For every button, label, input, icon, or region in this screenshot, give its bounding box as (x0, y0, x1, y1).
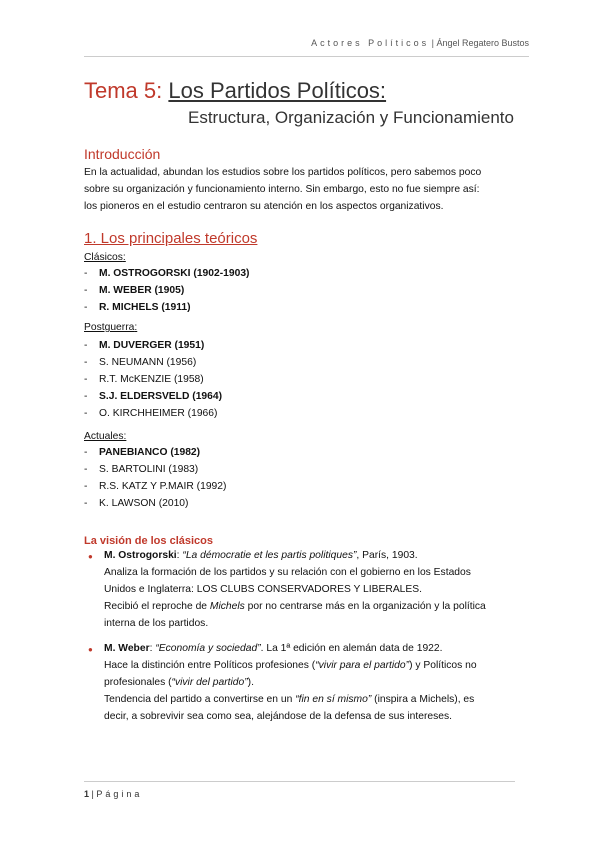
ostrogorski-block: M. Ostrogorski: “La démocratie et les partis politiques”, París, 1903. Analiza la formación de los partidos y su relación con el gobierno en los Estados Unidos e Inglaterra: LOS CLUBS CONSERVADORES Y LIBERALES. Recibió el reproche de Michels por no centrarse más en la organización y la política interna de los partidos. (104, 550, 486, 629)
list-item: - O. KIRCHHEIMER (1966) (84, 408, 218, 419)
list-item: - M. WEBER (1905) (84, 285, 185, 296)
group-label-text: Actuales (84, 431, 124, 442)
list-item: - R. MICHELS (1911) (84, 302, 191, 313)
intro-paragraph (84, 164, 524, 215)
group-label-text: Postguerra (84, 322, 135, 333)
weber-block: M. Weber: “Economía y sociedad”. La 1ª edición en alemán data de 1922. Hace la distinción entre Políticos profesiones (“vivir para el partido”) y Políticos no profesionales (“vivir del partido”). Tendencia del partido a convertirse en un “fin en sí mismo” (inspira a Michels), es decir, a sobrevivir sea como sea, alejándose de la defensa de sus intereses. (104, 643, 477, 722)
intro-line: En la actualidad, abundan los estudios sobre los partidos políticos, pero sabemos poco (84, 167, 482, 178)
section1-heading-text: 1. Los principales teóricos (84, 230, 258, 247)
intro-line: los pioneros en el estudio centraron su atención en los aspectos organizativos. (84, 201, 444, 212)
page-subtitle: Estructura, Organización y Funcionamiento (188, 108, 514, 127)
section1-heading (84, 230, 257, 247)
actuales-list (84, 444, 226, 512)
list-item: - PANEBIANCO (1982) (84, 447, 201, 458)
list-item: - S. NEUMANN (1956) (84, 357, 197, 368)
bullet-icon: ● (88, 645, 93, 654)
list-item: - M. DUVERGER (1951) (84, 340, 205, 351)
footer-separator: | (89, 789, 97, 799)
group-label-text: Clásicos (84, 252, 123, 263)
intro-line: sobre su organización y funcionamiento interno. Sin embargo, esto no fue siempre así: (84, 184, 480, 195)
group-label-postguerra: Postguerra: (84, 322, 138, 333)
list-item: - K. LAWSON (2010) (84, 498, 189, 509)
page-title (84, 78, 386, 104)
header-divider (84, 56, 529, 57)
list-item: - R.T. McKENZIE (1958) (84, 374, 204, 385)
page-header (311, 38, 529, 48)
page-footer (84, 789, 142, 799)
title-tema: Tema 5: (84, 78, 163, 103)
intro-heading: Introducción (84, 146, 161, 162)
header-separator: | (429, 38, 437, 48)
group-label-actuales: Actuales: (84, 431, 127, 442)
vision-heading: La visión de los clásicos (84, 535, 213, 547)
header-brand: Actores Políticos (311, 38, 430, 48)
footer-divider (84, 781, 515, 782)
title-main: Los Partidos Políticos: (168, 78, 387, 103)
list-item: - R.S. KATZ Y P.MAIR (1992) (84, 481, 227, 492)
postguerra-list (84, 337, 222, 422)
list-item: - S.J. ELDERSVELD (1964) (84, 391, 223, 402)
footer-label: Página (96, 789, 143, 799)
clasicos-list (84, 265, 250, 316)
page-number: 1 (84, 789, 90, 799)
list-item: - M. OSTROGORSKI (1902-1903) (84, 268, 250, 279)
list-item: - S. BARTOLINI (1983) (84, 464, 199, 475)
group-label-clasicos: Clásicos: (84, 252, 126, 263)
header-author: Ángel Regatero Bustos (436, 38, 529, 48)
bullet-icon: ● (88, 552, 93, 561)
